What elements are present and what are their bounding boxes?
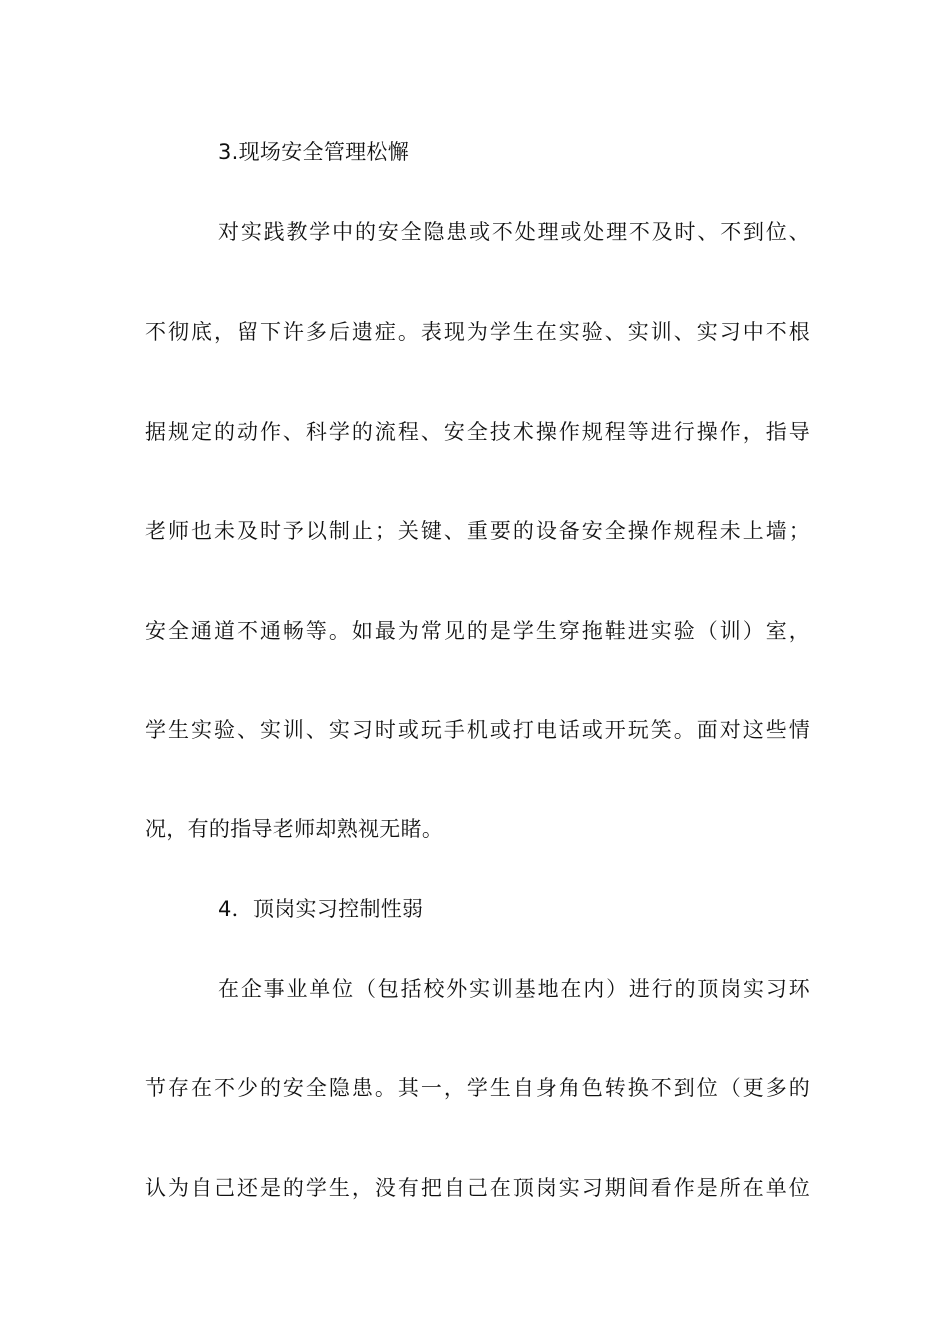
section-heading-3: 3.现场安全管理松懈 bbox=[218, 140, 410, 164]
paragraph-line: 学生实验、实训、实习时或玩手机或打电话或开玩笑。面对这些情 bbox=[145, 718, 810, 742]
paragraph-line: 老师也未及时予以制止；关键、重要的设备安全操作规程未上墙； bbox=[145, 519, 810, 543]
paragraph-line: 认为自己还是的学生，没有把自己在顶岗实习期间看作是所在单位 bbox=[145, 1176, 810, 1200]
paragraph-line: 节存在不少的安全隐患。其一，学生自身角色转换不到位（更多的 bbox=[145, 1076, 810, 1100]
paragraph-line: 安全通道不通畅等。如最为常见的是学生穿拖鞋进实验（训）室， bbox=[145, 619, 810, 643]
paragraph-line: 不彻底，留下许多后遗症。表现为学生在实验、实训、实习中不根 bbox=[145, 320, 810, 344]
section-heading-4: 4．顶岗实习控制性弱 bbox=[218, 897, 424, 921]
paragraph-line: 对实践教学中的安全隐患或不处理或处理不及时、不到位、 bbox=[218, 220, 810, 244]
paragraph-line: 据规定的动作、科学的流程、安全技术操作规程等进行操作，指导 bbox=[145, 420, 810, 444]
paragraph-line: 况，有的指导老师却熟视无睹。 bbox=[145, 817, 444, 841]
paragraph-line: 在企事业单位（包括校外实训基地在内）进行的顶岗实习环 bbox=[218, 977, 810, 1001]
